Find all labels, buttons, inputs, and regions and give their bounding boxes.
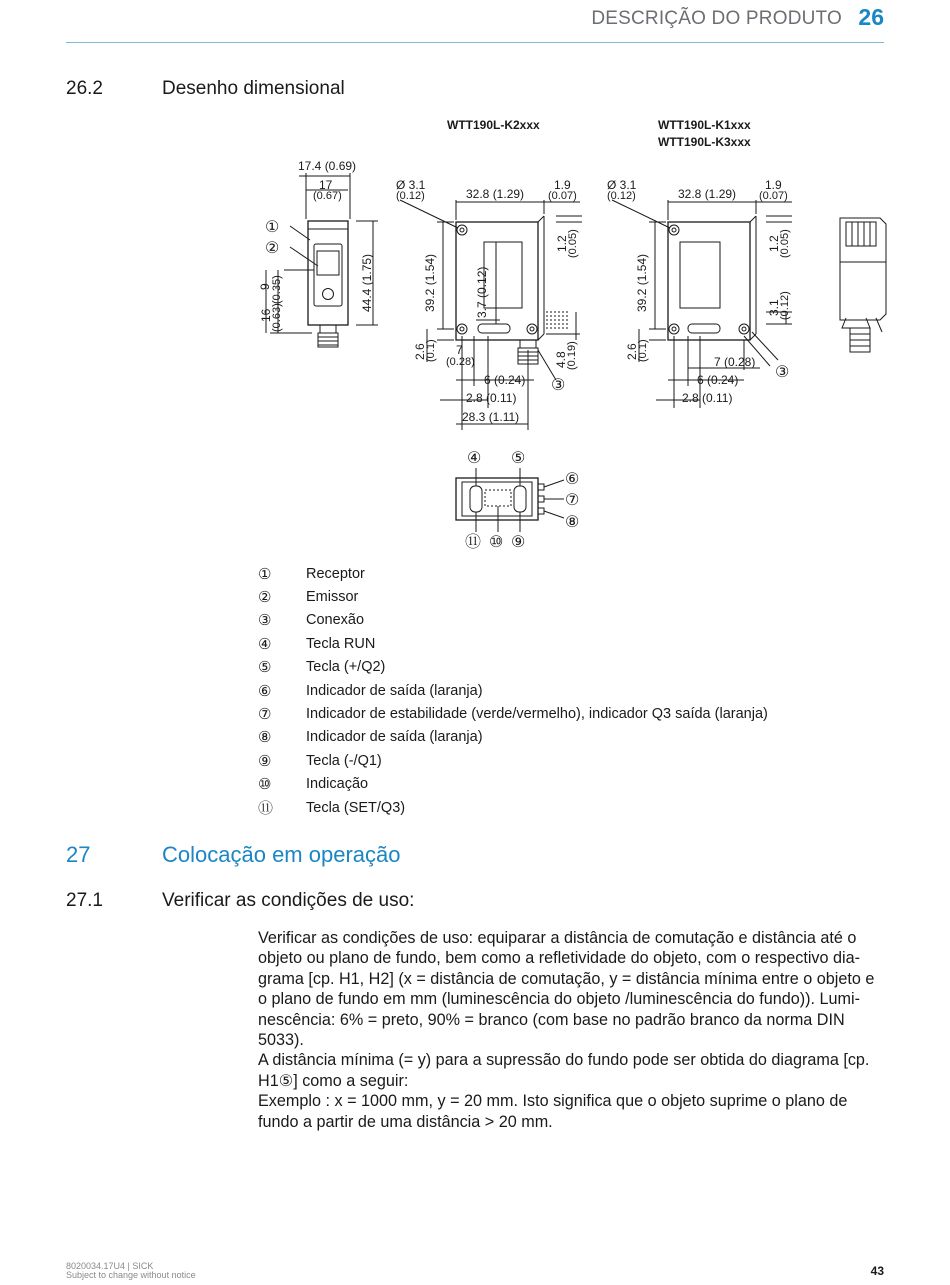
dim-32-8-k1: 32.8 (1.29): [678, 187, 737, 201]
dim-7-k2: 7: [456, 343, 463, 357]
legend-text: Indicador de estabilidade (verde/vermelho), indicador Q3 saída (laranja): [306, 706, 768, 723]
legend-item: [258, 726, 768, 749]
dim-3-1-k1: 3.1: [767, 299, 781, 316]
legend-text: Receptor: [306, 565, 365, 582]
legend-number: ④: [258, 635, 272, 653]
legend-number: ⑧: [258, 729, 272, 747]
marker-2-side: ②: [265, 240, 280, 257]
dim-4-8-in-k2: (0.19): [566, 341, 578, 370]
dim-2-8-k1: 2.8 (0.11): [682, 391, 733, 405]
marker-11: ⑪: [465, 534, 482, 551]
dim-4-8-k2: 4.8: [554, 351, 568, 368]
dim-17-in: (0.67): [313, 190, 342, 202]
legend-item: [258, 656, 768, 679]
legend-number: ③: [258, 612, 272, 630]
dim-2-6-k1: 2.6: [625, 343, 639, 360]
dim-44-4: 44.4 (1.75): [360, 253, 374, 312]
legend-number: ②: [258, 589, 272, 607]
running-header-chapter-number: 26: [858, 4, 884, 30]
dim-3-1-in-k1: (0.12): [779, 291, 791, 320]
legend-item: [258, 702, 768, 725]
running-header-title: DESCRIÇÃO DO PRODUTO: [591, 8, 842, 29]
dim-1-2-k2: 1.2: [555, 235, 569, 252]
dim-9-in: (0.35): [271, 275, 283, 304]
section-27-1-title: Verificar as condições de uso:: [162, 890, 415, 911]
dim-6-k1: 6 (0.24): [697, 373, 739, 387]
dim-1-9-k1: 1.9: [765, 178, 782, 192]
legend-text: Indicador de saída (laranja): [306, 682, 483, 699]
marker-5: ⑤: [511, 450, 526, 467]
legend-number: ⑪: [258, 800, 274, 818]
legend-number: ①: [258, 565, 272, 583]
dim-dia-k1: Ø 3.1: [607, 178, 637, 192]
dim-1-9-in-k1: (0.07): [759, 190, 788, 202]
legend-item: [258, 796, 768, 819]
dim-39-2-k2: 39.2 (1.54): [423, 253, 437, 312]
dim-28-3-k2: 28.3 (1.11): [462, 410, 520, 424]
dim-16: 16: [259, 308, 273, 322]
section-26-2-title: Desenho dimensional: [162, 78, 345, 99]
marker-3-k2: ③: [551, 377, 566, 394]
dim-39-2-k1: 39.2 (1.54): [635, 253, 649, 312]
page-number: 43: [870, 1264, 884, 1278]
legend-number: ⑩: [258, 776, 272, 794]
model-label-k2: WTT190L-K2xxx: [447, 118, 540, 132]
model-label-k1: WTT190L-K1xxx: [658, 118, 751, 132]
legend-number: ⑦: [258, 706, 272, 724]
model-label-k3: WTT190L-K3xxx: [658, 135, 751, 149]
dim-2-6-k2: 2.6: [413, 343, 427, 360]
dim-9: 9: [258, 283, 272, 290]
dim-6-k2: 6 (0.24): [484, 373, 526, 387]
dim-2-8-k2: 2.8 (0.11): [466, 391, 517, 405]
dimensional-drawing: [0, 0, 950, 560]
legend-number: ⑤: [258, 659, 272, 677]
control-panel-view: [456, 468, 564, 532]
dim-32-8-k2: 32.8 (1.29): [466, 187, 525, 201]
drawing-legend: [258, 562, 768, 819]
marker-4: ④: [467, 450, 482, 467]
body-paragraph: A distância mínima (= y) para a supressão do fundo pode ser obtida do diagrama [cp. H1⑤] como a seguir:: [258, 1051, 870, 1090]
dim-3-7-k2: 3.7 (0.12): [475, 266, 489, 318]
legend-item: [258, 562, 768, 585]
body-paragraph: Verificar as condições de uso: equiparar a distância de comutação e distância até o objeto ou plano de fundo, bem como a refletividade do objeto, com o respectivo dia-grama [cp. H1, H2] (x = distância de comutação, y = distância mínima entre o objeto e o plano de fundo em mm (luminescência do objeto /luminescência do fundo)). Lumi-nescência: 6% = preto, 90% = branco (com base no padrão branco da norma DIN 5033).: [258, 929, 875, 1050]
dim-1-9-in-k2: (0.07): [548, 190, 577, 202]
dim-dia-in-k2: (0.12): [396, 190, 425, 202]
marker-1-side: ①: [265, 219, 280, 236]
marker-8: ⑧: [565, 514, 580, 531]
dim-2-6-in-k1: (0.1): [637, 339, 649, 362]
chapter-27-number: 27: [66, 842, 91, 867]
legend-item: [258, 749, 768, 772]
legend-text: Tecla (+/Q2): [306, 659, 386, 676]
marker-10: ⑩: [489, 534, 504, 551]
dim-17: 17: [319, 178, 333, 192]
dim-1-2-k1: 1.2: [767, 235, 781, 252]
legend-text: Tecla (SET/Q3): [306, 799, 406, 816]
footer-notice: Subject to change without notice: [66, 1270, 196, 1280]
dim-7-k1: 7 (0.28): [714, 355, 756, 369]
legend-text: Indicador de saída (laranja): [306, 729, 483, 746]
section-27-1-number: 27.1: [66, 890, 103, 911]
marker-9: ⑨: [511, 534, 526, 551]
body-text: [258, 928, 880, 1132]
legend-item: [258, 679, 768, 702]
marker-7: ⑦: [565, 492, 580, 509]
perspective-view: [840, 218, 886, 352]
dim-16-in: (0.63): [271, 303, 283, 332]
dim-2-6-in-k2: (0.1): [425, 339, 437, 362]
marker-3-k1: ③: [775, 364, 790, 381]
dim-1-2-in-k2: (0.05): [567, 229, 579, 258]
legend-text: Conexão: [306, 612, 365, 629]
chapter-27-title: Colocação em operação: [162, 842, 401, 867]
legend-text: Tecla RUN: [306, 635, 376, 652]
legend-text: Indicação: [306, 776, 369, 793]
footer-document-info: [66, 1262, 196, 1280]
body-paragraph: Exemplo : x = 1000 mm, y = 20 mm. Isto significa que o objeto suprime o plano de fundo a partir de uma distância > 20 mm.: [258, 1092, 848, 1131]
legend-item: [258, 632, 768, 655]
marker-6: ⑥: [565, 471, 580, 488]
legend-item: [258, 609, 768, 632]
dim-1-2-in-k1: (0.05): [779, 229, 791, 258]
legend-text: Emissor: [306, 589, 359, 606]
legend-number: ⑨: [258, 752, 272, 770]
legend-item: [258, 585, 768, 608]
footer-doc-number: 8020034.17U4 | SICK: [66, 1261, 154, 1271]
dim-dia-k2: Ø 3.1: [396, 178, 426, 192]
section-26-2-number: 26.2: [66, 78, 103, 99]
dim-7-in-k2: (0.28): [446, 356, 475, 368]
legend-item: [258, 773, 768, 796]
legend-text: Tecla (-/Q1): [306, 752, 382, 769]
legend-number: ⑥: [258, 682, 272, 700]
dim-dia-in-k1: (0.12): [607, 190, 636, 202]
dim-17-4: 17.4 (0.69): [298, 159, 357, 173]
dim-1-9-k2: 1.9: [554, 178, 571, 192]
